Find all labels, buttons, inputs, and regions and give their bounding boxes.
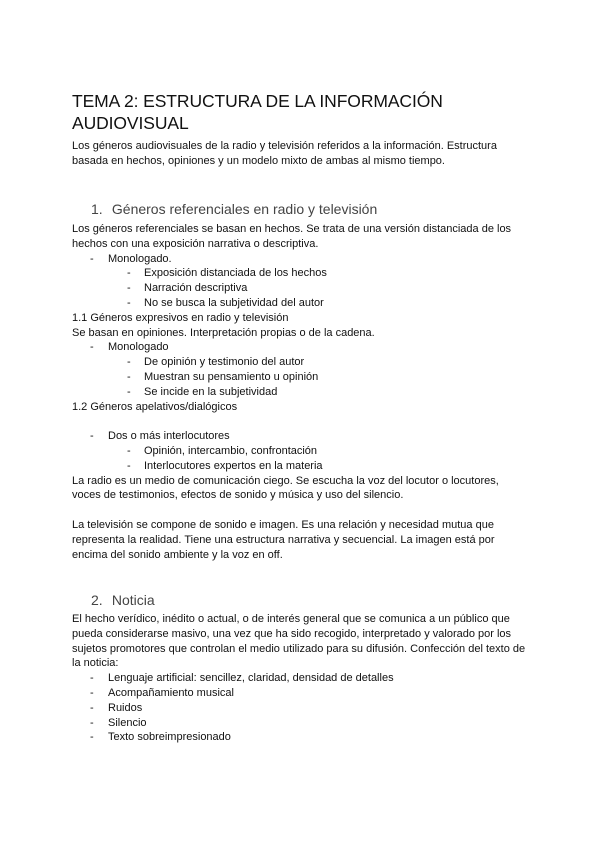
list-2-sub [72,355,527,399]
section-1-body [72,222,527,562]
section-1-number: 1. [91,201,103,217]
list-item: - Lenguaje artificial: sencillez, claridad, densidad de detalles [72,671,527,686]
intro-paragraph: Los géneros audiovisuales de la radio y televisión referidos a la información. Estructura basada en hechos, opiniones y un modelo mixto de ambas al mismo tiempo. [72,140,497,167]
list-item: - Texto sobreimpresionado [72,730,527,745]
list-2 [72,340,527,355]
list-4 [72,671,527,745]
list-1 [72,252,527,267]
subsection-1-2-heading: 1.2 Géneros apelativos/dialógicos [72,400,238,413]
list-item: - Exposición distanciada de los hechos [72,266,527,281]
subsection-1-1-paragraph: Se basan en opiniones. Interpretación propias o de la cadena. [72,326,375,339]
list-item: - Silencio [72,716,527,731]
section-1-heading [91,200,377,218]
section-1-title: Géneros referenciales en radio y televisión [111,201,378,217]
list-item: - Monologado. [72,252,527,267]
list-item: - De opinión y testimonio del autor [72,355,527,370]
section-2-paragraph: El hecho verídico, inédito o actual, o de interés general que se comunica a un público que pueda considerarse masivo, una vez que ha sido recogido, interpretado y valorado por los sujetos promotores que controlan el medio utilizado para su difusión. Confección del texto de la noticia: [72,613,526,670]
subsection-1-1-heading: 1.1 Géneros expresivos en radio y televisión [72,311,289,324]
section-2-title: Noticia [111,592,155,608]
list-item: - Interlocutores expertos en la materia [72,459,527,474]
section-1-paragraph: Los géneros referenciales se basan en hechos. Se trata de una versión distanciada de los hechos con una exposición narrativa o descriptiva. [72,223,512,250]
list-item: - Acompañamiento musical [72,686,527,701]
radio-paragraph: La radio es un medio de comunicación ciego. Se escucha la voz del locutor o locutores, voces de testimonios, efectos de sonido y música y uso del silencio. [72,474,499,502]
list-item: - Opinión, intercambio, confrontación [72,444,527,459]
list-item: - Muestran su pensamiento u opinión [72,370,527,385]
list-item: - Monologado [72,340,527,355]
list-item: - Ruidos [72,701,527,716]
list-3 [72,429,527,444]
list-item: - No se busca la subjetividad del autor [72,296,527,311]
list-1-sub [72,266,527,310]
list-3-sub [72,444,527,474]
section-2-heading [91,591,155,609]
section-2-body [72,612,527,745]
document-title: TEMA 2: ESTRUCTURA DE LA INFORMACIÓN AUDIOVISUAL [72,91,443,133]
section-2-number: 2. [91,592,103,608]
list-item: - Se incide en la subjetividad [72,385,527,400]
list-item: - Dos o más interlocutores [72,429,527,444]
television-paragraph: La televisión se compone de sonido e imagen. Es una relación y necesidad mutua que representa la realidad. Tiene una estructura narrativa y secuencial. La imagen está por encima del sonido ambiente y la voz en off. [72,518,495,561]
list-item: - Narración descriptiva [72,281,527,296]
